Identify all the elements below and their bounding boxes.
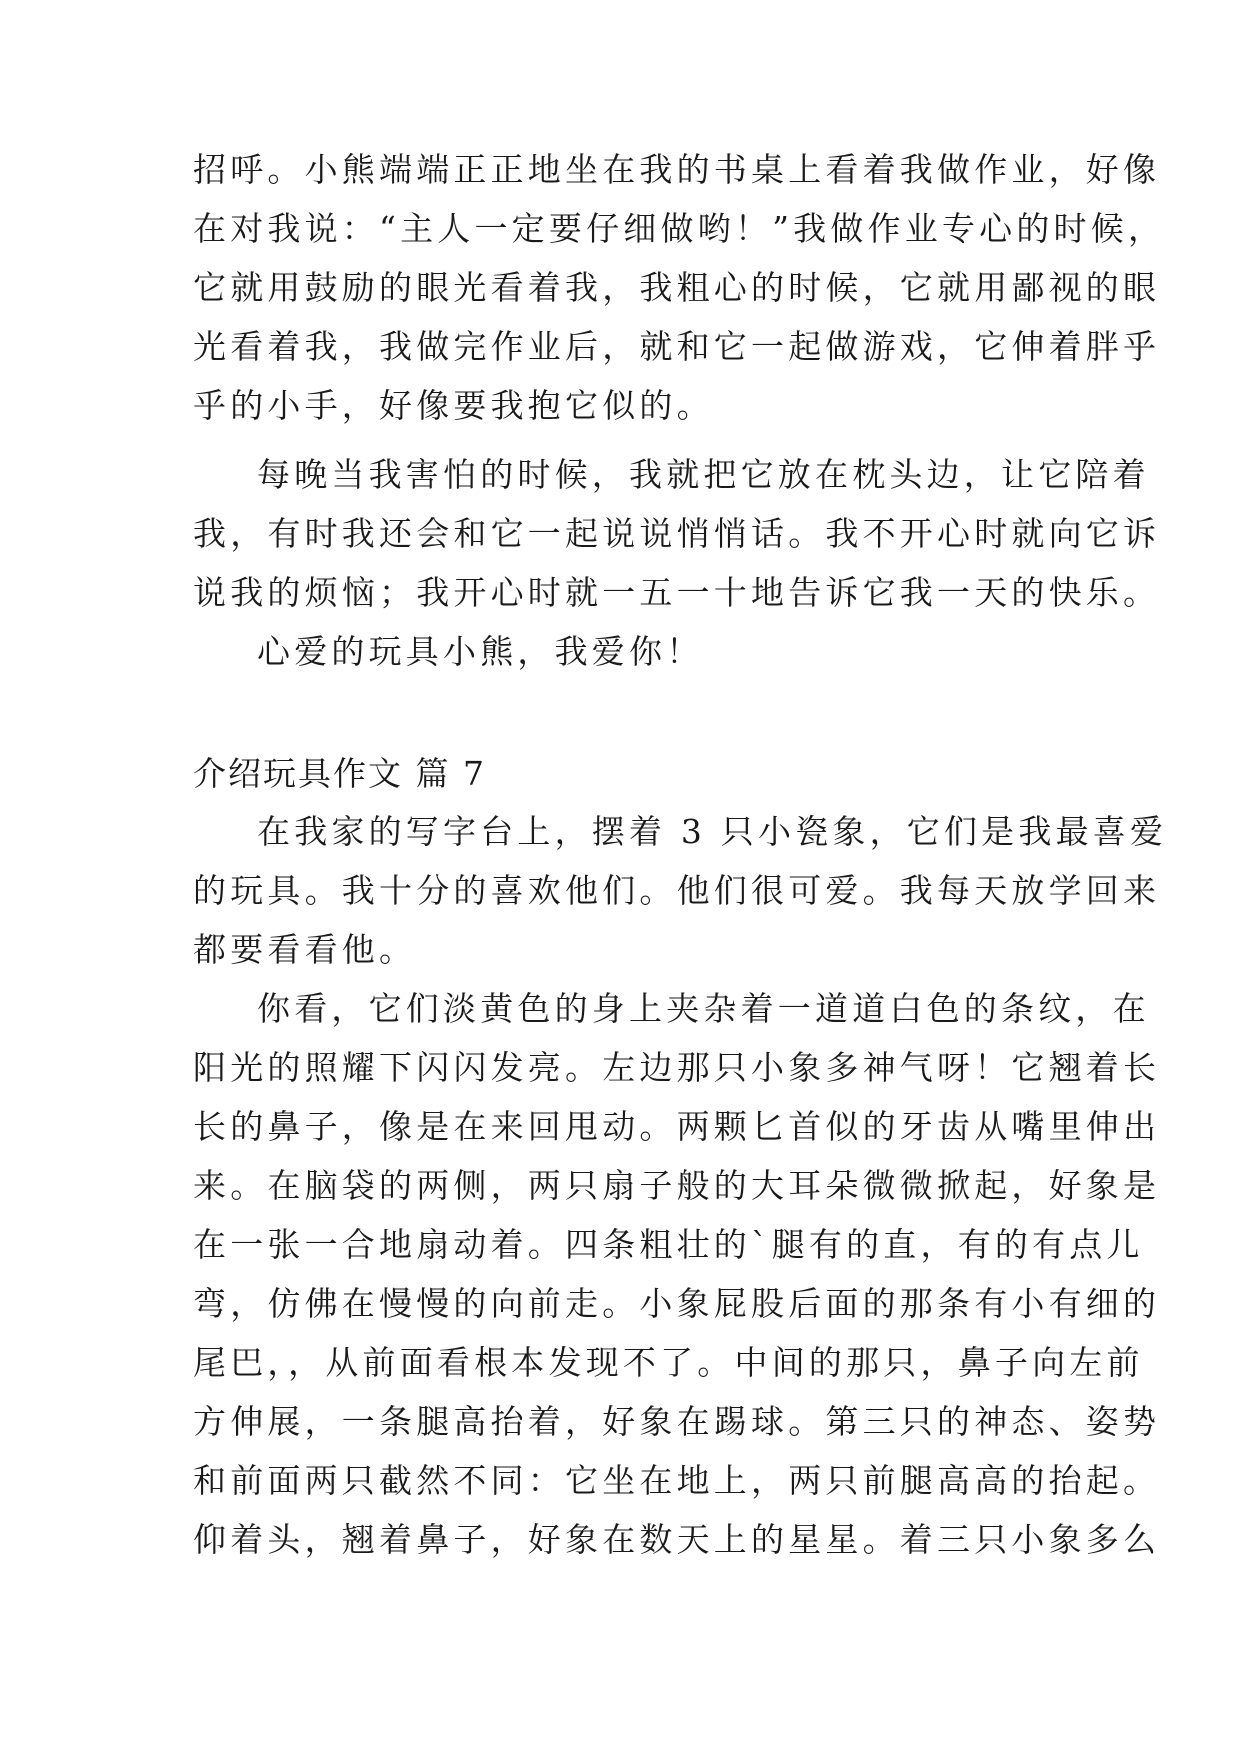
text-line: 尾巴，，从前面看根本发现不了。中间的那只，鼻子向左前 [193,1343,1144,1382]
text-line: 光看着我，我做完作业后，就和它一起做游戏，它伸着胖乎 [193,327,1161,366]
text-line: 它就用鼓励的眼光看着我，我粗心的时候，它就用鄙视的眼 [193,268,1161,307]
text-line: 在对我说：“主人一定要仔细做哟！”我做作业专心的时候， [193,209,1166,248]
text-line: 在一张一合地扇动着。四条粗壮的`腿有的直，有的有点儿 [193,1225,1144,1264]
text-line: 弯，仿佛在慢慢的向前走。小象屁股后面的那条有小有细的 [193,1284,1161,1323]
text-line: 的玩具。我十分的喜欢他们。他们很可爱。我每天放学回来 [193,871,1161,910]
section-heading: 介绍玩具作文 篇 7 [193,754,486,793]
text-line: 仰着头，翘着鼻子，好象在数天上的星星。着三只小象多么 [193,1520,1161,1559]
text-line: 来。在脑袋的两侧，两只扇子般的大耳朵微微掀起，好象是 [193,1166,1161,1205]
text-line: 说我的烦恼；我开心时就一五一十地告诉它我一天的快乐。 [193,573,1161,612]
text-line: 都要看看他。 [193,930,417,969]
text-line: 长的鼻子，像是在来回甩动。两颗匕首似的牙齿从嘴里伸出 [193,1107,1161,1146]
paragraph-start-line: 心爱的玩具小熊，我爱你！ [257,632,704,671]
text-line: 我，有时我还会和它一起说说悄悄话。我不开心时就向它诉 [193,514,1161,553]
text-line: 和前面两只截然不同：它坐在地上，两只前腿高高的抬起。 [193,1461,1161,1500]
paragraph-start-line: 每晚当我害怕的时候，我就把它放在枕头边，让它陪着 [257,455,1150,494]
text-line: 乎的小手，好像要我抱它似的。 [193,386,714,425]
paragraph-start-line: 你看，它们淡黄色的身上夹杂着一道道白色的条纹，在 [257,989,1150,1028]
paragraph-start-line: 在我家的写字台上，摆着 3 只小瓷象，它们是我最喜爱 [257,812,1168,851]
text-line: 招呼。小熊端端正正地坐在我的书桌上看着我做作业，好像 [193,150,1161,189]
text-line: 阳光的照耀下闪闪发亮。左边那只小象多神气呀！它翘着长 [193,1048,1161,1087]
text-line: 方伸展，一条腿高抬着，好象在踢球。第三只的神态、姿势 [193,1402,1161,1441]
